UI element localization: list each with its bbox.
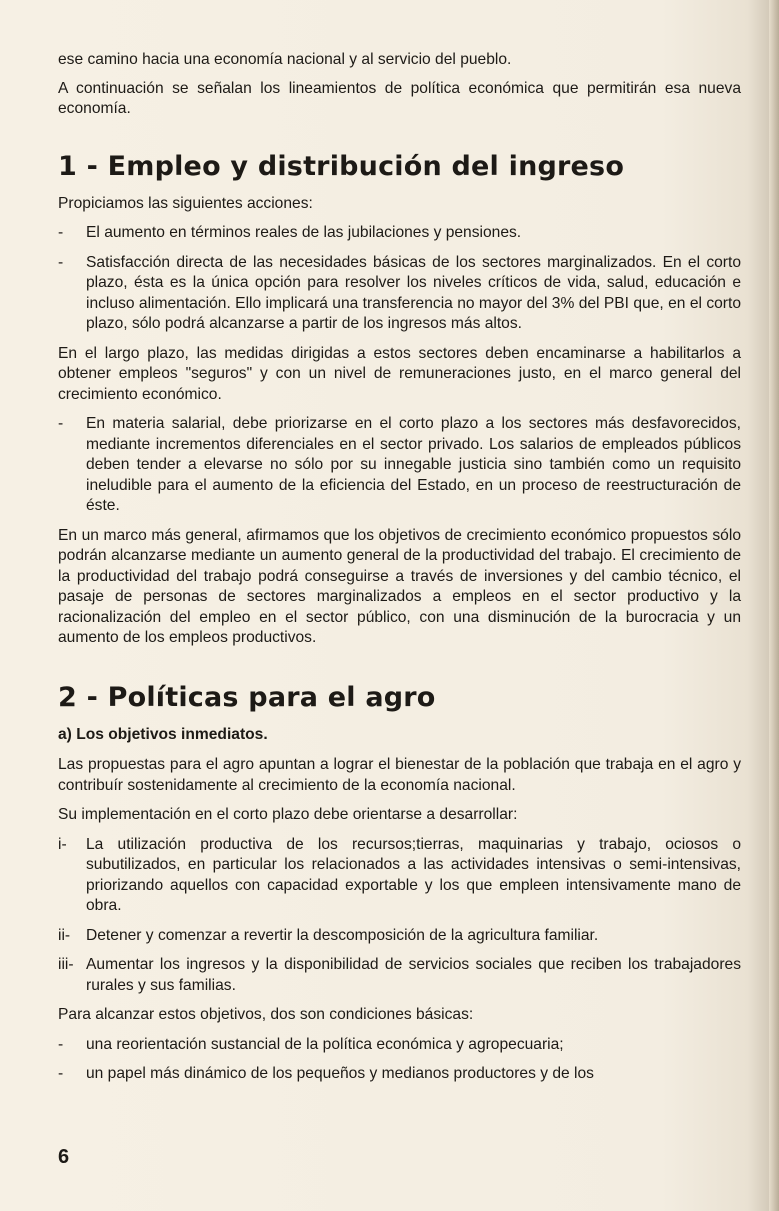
- page-edge: [769, 0, 779, 1211]
- document-body: [58, 50, 741, 1094]
- section-1-paragraph-1: En el largo plazo, las medidas dirigidas a estos sectores deben encaminarse a habilitarlos a obtener empleos "seguros" y con un nivel de remuneraciones justo, en el marco general del crecimiento económico.: [58, 344, 741, 403]
- list-item: [58, 253, 741, 335]
- list-marker: -: [58, 415, 64, 432]
- list-item-text: En materia salarial, debe priorizarse en el corto plazo a los sectores más desfavorecidos, mediante incrementos diferenciales en el sector privado. Los salarios de empleados públicos deben tender a elevarse no sólo por su innegable justicia sino también como un requisito ineludible para el aumento de la eficiencia del Estado, en un proceso de reestructuración de éste.: [86, 415, 741, 514]
- section-1-title: 1 - Empleo y distribución del ingreso: [58, 150, 625, 182]
- section-2-paragraph-2: Su implementación en el corto plazo debe orientarse a desarrollar:: [58, 806, 518, 823]
- list-marker: -: [58, 224, 64, 241]
- list-item-text: La utilización productiva de los recursos;tierras, maquinarias y trabajo, ociosos o subutilizados, en particular los relacionados a las actividades intensivas o semi-intensivas, priorizando aquellos con capacidad exportable y los que empleen intensivamente mano de obra.: [86, 835, 741, 914]
- list-item: [58, 1064, 741, 1085]
- list-item: [58, 1035, 741, 1056]
- list-marker: -: [58, 253, 64, 271]
- section-2-paragraph-1: Las propuestas para el agro apuntan a lograr el bienestar de la población que trabaja en el agro y contribuír sostenidamente al crecimiento de la economía nacional.: [58, 756, 741, 794]
- section-1-list-2: [58, 414, 741, 517]
- list-marker: i-: [58, 835, 67, 853]
- intro-line-2: A continuación se señalan los lineamientos de política económica que permitirán esa nueva economía.: [58, 79, 741, 117]
- section-2-paragraph-3: Para alcanzar estos objetivos, dos son condiciones básicas:: [58, 1006, 474, 1023]
- list-item-text: una reorientación sustancial de la política económica y agropecuaria;: [86, 1035, 564, 1053]
- list-marker: -: [58, 1035, 64, 1053]
- section-2-list: [58, 835, 741, 997]
- list-item-text: Satisfacción directa de las necesidades básicas de los sectores marginalizados. En el corto plazo, ésta es la única opción para resolver los niveles críticos de vida, salud, educación e incluso alimentación. Ello implicará una transferencia no mayor del 3% del PBI que, en el corto plazo, sólo podrá alcanzarse a partir de los ingresos más altos.: [86, 253, 741, 332]
- intro-line-1: ese camino hacia una economía nacional y al servicio del pueblo.: [58, 51, 512, 68]
- list-marker: iii-: [58, 956, 74, 973]
- list-item: [58, 414, 741, 517]
- section-2-title: 2 - Políticas para el agro: [58, 681, 436, 713]
- section-2-subtitle: a) Los objetivos inmediatos.: [58, 725, 268, 743]
- section-1-paragraph-2: En un marco más general, afirmamos que los objetivos de crecimiento económico propuestos sólo podrán alcanzarse mediante un aumento general de la productividad del trabajo. El crecimiento de la productividad del trabajo podrá conseguirse a través de inversiones y del cambio técnico, el pasaje de personas de sectores marginalizados a empleos en el sector productivo y la racionalización del empleo en el sector público, con una disminución de la burocracia y un aumento de los empleos productivos.: [58, 526, 741, 646]
- list-item-text: un papel más dinámico de los pequeños y medianos productores y de los: [86, 1065, 594, 1082]
- section-1-list: [58, 223, 741, 335]
- section-2-list-2: [58, 1035, 741, 1085]
- list-item-text: Aumentar los ingresos y la disponibilidad de servicios sociales que reciben los trabajadores rurales y sus familias.: [86, 956, 741, 994]
- list-marker: ii-: [58, 926, 71, 944]
- list-marker: -: [58, 1065, 64, 1082]
- list-item-text: Detener y comenzar a revertir la descomposición de la agricultura familiar.: [86, 926, 599, 944]
- page-number: 6: [58, 1146, 70, 1168]
- list-item: [58, 926, 741, 947]
- list-item-text: El aumento en términos reales de las jubilaciones y pensiones.: [86, 224, 522, 241]
- list-item: [58, 955, 741, 996]
- list-item: [58, 835, 741, 917]
- section-1-lead: Propiciamos las siguientes acciones:: [58, 194, 313, 212]
- list-item: [58, 223, 741, 244]
